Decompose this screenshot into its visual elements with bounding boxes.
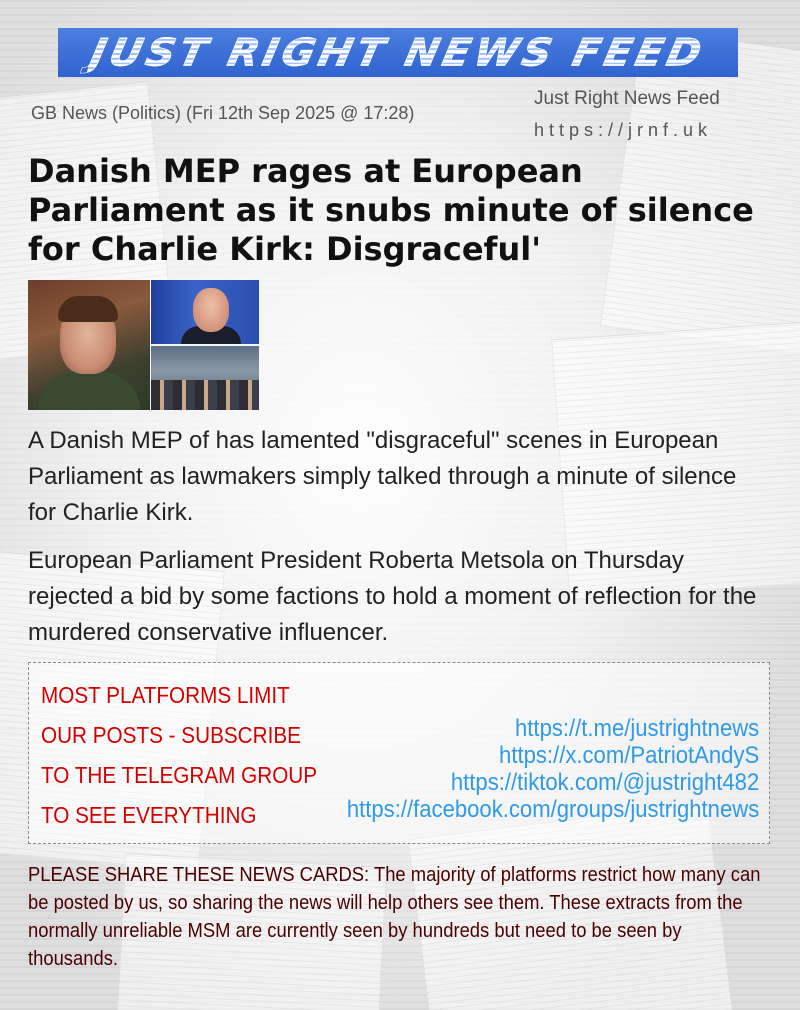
subscribe-message-line: TO THE TELEGRAM GROUP: [41, 762, 318, 788]
x-link[interactable]: https://x.com/PatriotAndyS: [498, 742, 759, 769]
thumbnail-presenter: [151, 280, 259, 344]
brand-logo-banner: [58, 28, 738, 77]
article-headline: Danish MEP rages at European Parliament as it snubs minute of silence for Charlie Kirk: Disgraceful': [28, 152, 754, 268]
subscribe-message-line: MOST PLATFORMS LIMIT: [41, 682, 290, 708]
thumbnail-parliament-chamber: [151, 346, 259, 410]
brand-url-link[interactable]: https://jrnf.uk: [534, 120, 713, 140]
tiktok-link[interactable]: https://tiktok.com/@justright482: [450, 769, 759, 796]
brand-name: Just Right News Feed: [534, 88, 720, 109]
subscribe-message-line: OUR POSTS - SUBSCRIBE: [41, 722, 301, 748]
subscribe-message-line: TO SEE EVERYTHING: [41, 802, 257, 828]
share-notice: PLEASE SHARE THESE NEWS CARDS: The majority of platforms restrict how many can be posted by us, so sharing the news will help others see them. These extracts from the normally unreliable MSM are currently seen by hundreds but need to be seen by thousands.: [28, 864, 761, 970]
subscribe-promo-box: [28, 662, 770, 844]
article-thumbnail-collage: [28, 280, 259, 410]
facebook-group-link[interactable]: https://facebook.com/groups/justrightnews: [346, 796, 759, 823]
thumbnail-mep-speaking: [28, 280, 150, 410]
subscribe-message: [41, 675, 348, 835]
article-source-date: GB News (Politics) (Fri 12th Sep 2025 @ 17:28): [31, 103, 415, 123]
social-links: [311, 715, 759, 823]
article-paragraph: European Parliament President Roberta Metsola on Thursday rejected a bid by some factions to hold a moment of reflection for the murdered conservative influencer.: [28, 547, 757, 646]
brand-logo-text: JUST RIGHT NEWS FEED: [86, 30, 710, 75]
article-paragraph: A Danish MEP of has lamented "disgraceful" scenes in European Parliament as lawmakers simply talked through a minute of silence for Charlie Kirk.: [28, 427, 737, 526]
telegram-link[interactable]: https://t.me/justrightnews: [514, 715, 759, 742]
